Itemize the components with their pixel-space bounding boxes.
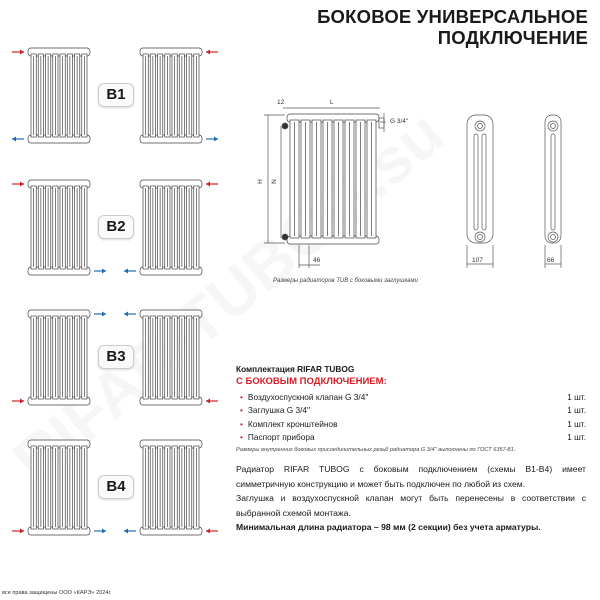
bullet-icon: • [240,405,243,416]
title-line-2: ПОДКЛЮЧЕНИЕ [437,27,588,48]
radiator [28,440,90,535]
drawing-caption: Размеры радиаторов TUB с боковыми заглушками [273,278,418,284]
kit-item [236,431,586,445]
kit-item [236,404,586,418]
kit-item-name: Заглушка G 3/4'' [247,405,311,416]
bullet-icon: • [240,418,243,429]
return-arrow-icon [94,312,106,317]
kit-item-qty: 1 шт. [567,418,586,429]
radiator [140,440,202,535]
radiator [28,310,90,405]
kit-subheading: С БОКОВЫМ ПОДКЛЮЧЕНИЕМ: [236,376,387,387]
description-p2: Заглушка и воздухоспускной клапан могут быть перенесены в соответствии с выбранной схемой монтажа. [236,493,586,518]
kit-item [236,417,586,431]
kit-item-qty: 1 шт. [567,432,586,443]
kit-section [236,364,586,453]
kit-item [236,390,586,404]
kit-heading: Комплектация RIFAR TUBOG [236,364,355,374]
supply-arrow-icon [206,529,218,534]
dim-46: 46 [313,257,321,264]
kit-item-qty: 1 шт. [567,405,586,416]
description-p3: Минимальная длина радиатора – 98 мм (2 секции) без учета арматуры. [236,522,541,532]
scheme-label: B1 [98,83,134,107]
supply-arrow-icon [206,399,218,404]
scheme-label: B2 [98,215,134,239]
copyright: все права защищены ООО «КАРЭ» 2024г. [2,590,112,596]
kit-item-qty: 1 шт. [567,391,586,402]
kit-item-name: Комплект кронштейнов [247,418,338,429]
supply-arrow-icon [12,399,24,404]
return-arrow-icon [124,312,136,317]
supply-arrow-icon [12,529,24,534]
kit-item-name: Паспорт прибора [247,432,315,443]
scheme-label: B3 [98,345,134,369]
bullet-icon: • [240,432,243,443]
bullet-icon: • [240,391,243,402]
dim-L: L [330,99,334,106]
scheme-label: B4 [98,475,134,499]
dim-66: 66 [547,257,555,264]
radiator [287,114,379,244]
title-line-1: БОКОВОЕ УНИВЕРСАЛЬНОЕ [317,6,588,27]
dim-N: N [270,179,278,184]
description [236,462,586,535]
description-p1: Радиатор RIFAR TUBOG с боковым подключением (схемы B1-B4) имеет симметричную конструкцию и может быть подключен по любой из схем. [236,464,586,489]
kit-note: Размеры внутренних боковых присоединительных резьб радиатора G 3/4'' выполнены по ГОСТ 6357-81. [236,447,516,453]
return-arrow-icon [124,529,136,534]
dim-H: H [256,179,264,184]
radiator [140,310,202,405]
thread-label: G 3/4'' [390,118,409,125]
kit-item-name: Воздухоспускной клапан G 3/4'' [247,391,369,402]
dim-107: 107 [472,257,483,264]
return-arrow-icon [94,529,106,534]
dim-12: 12 [277,99,285,106]
